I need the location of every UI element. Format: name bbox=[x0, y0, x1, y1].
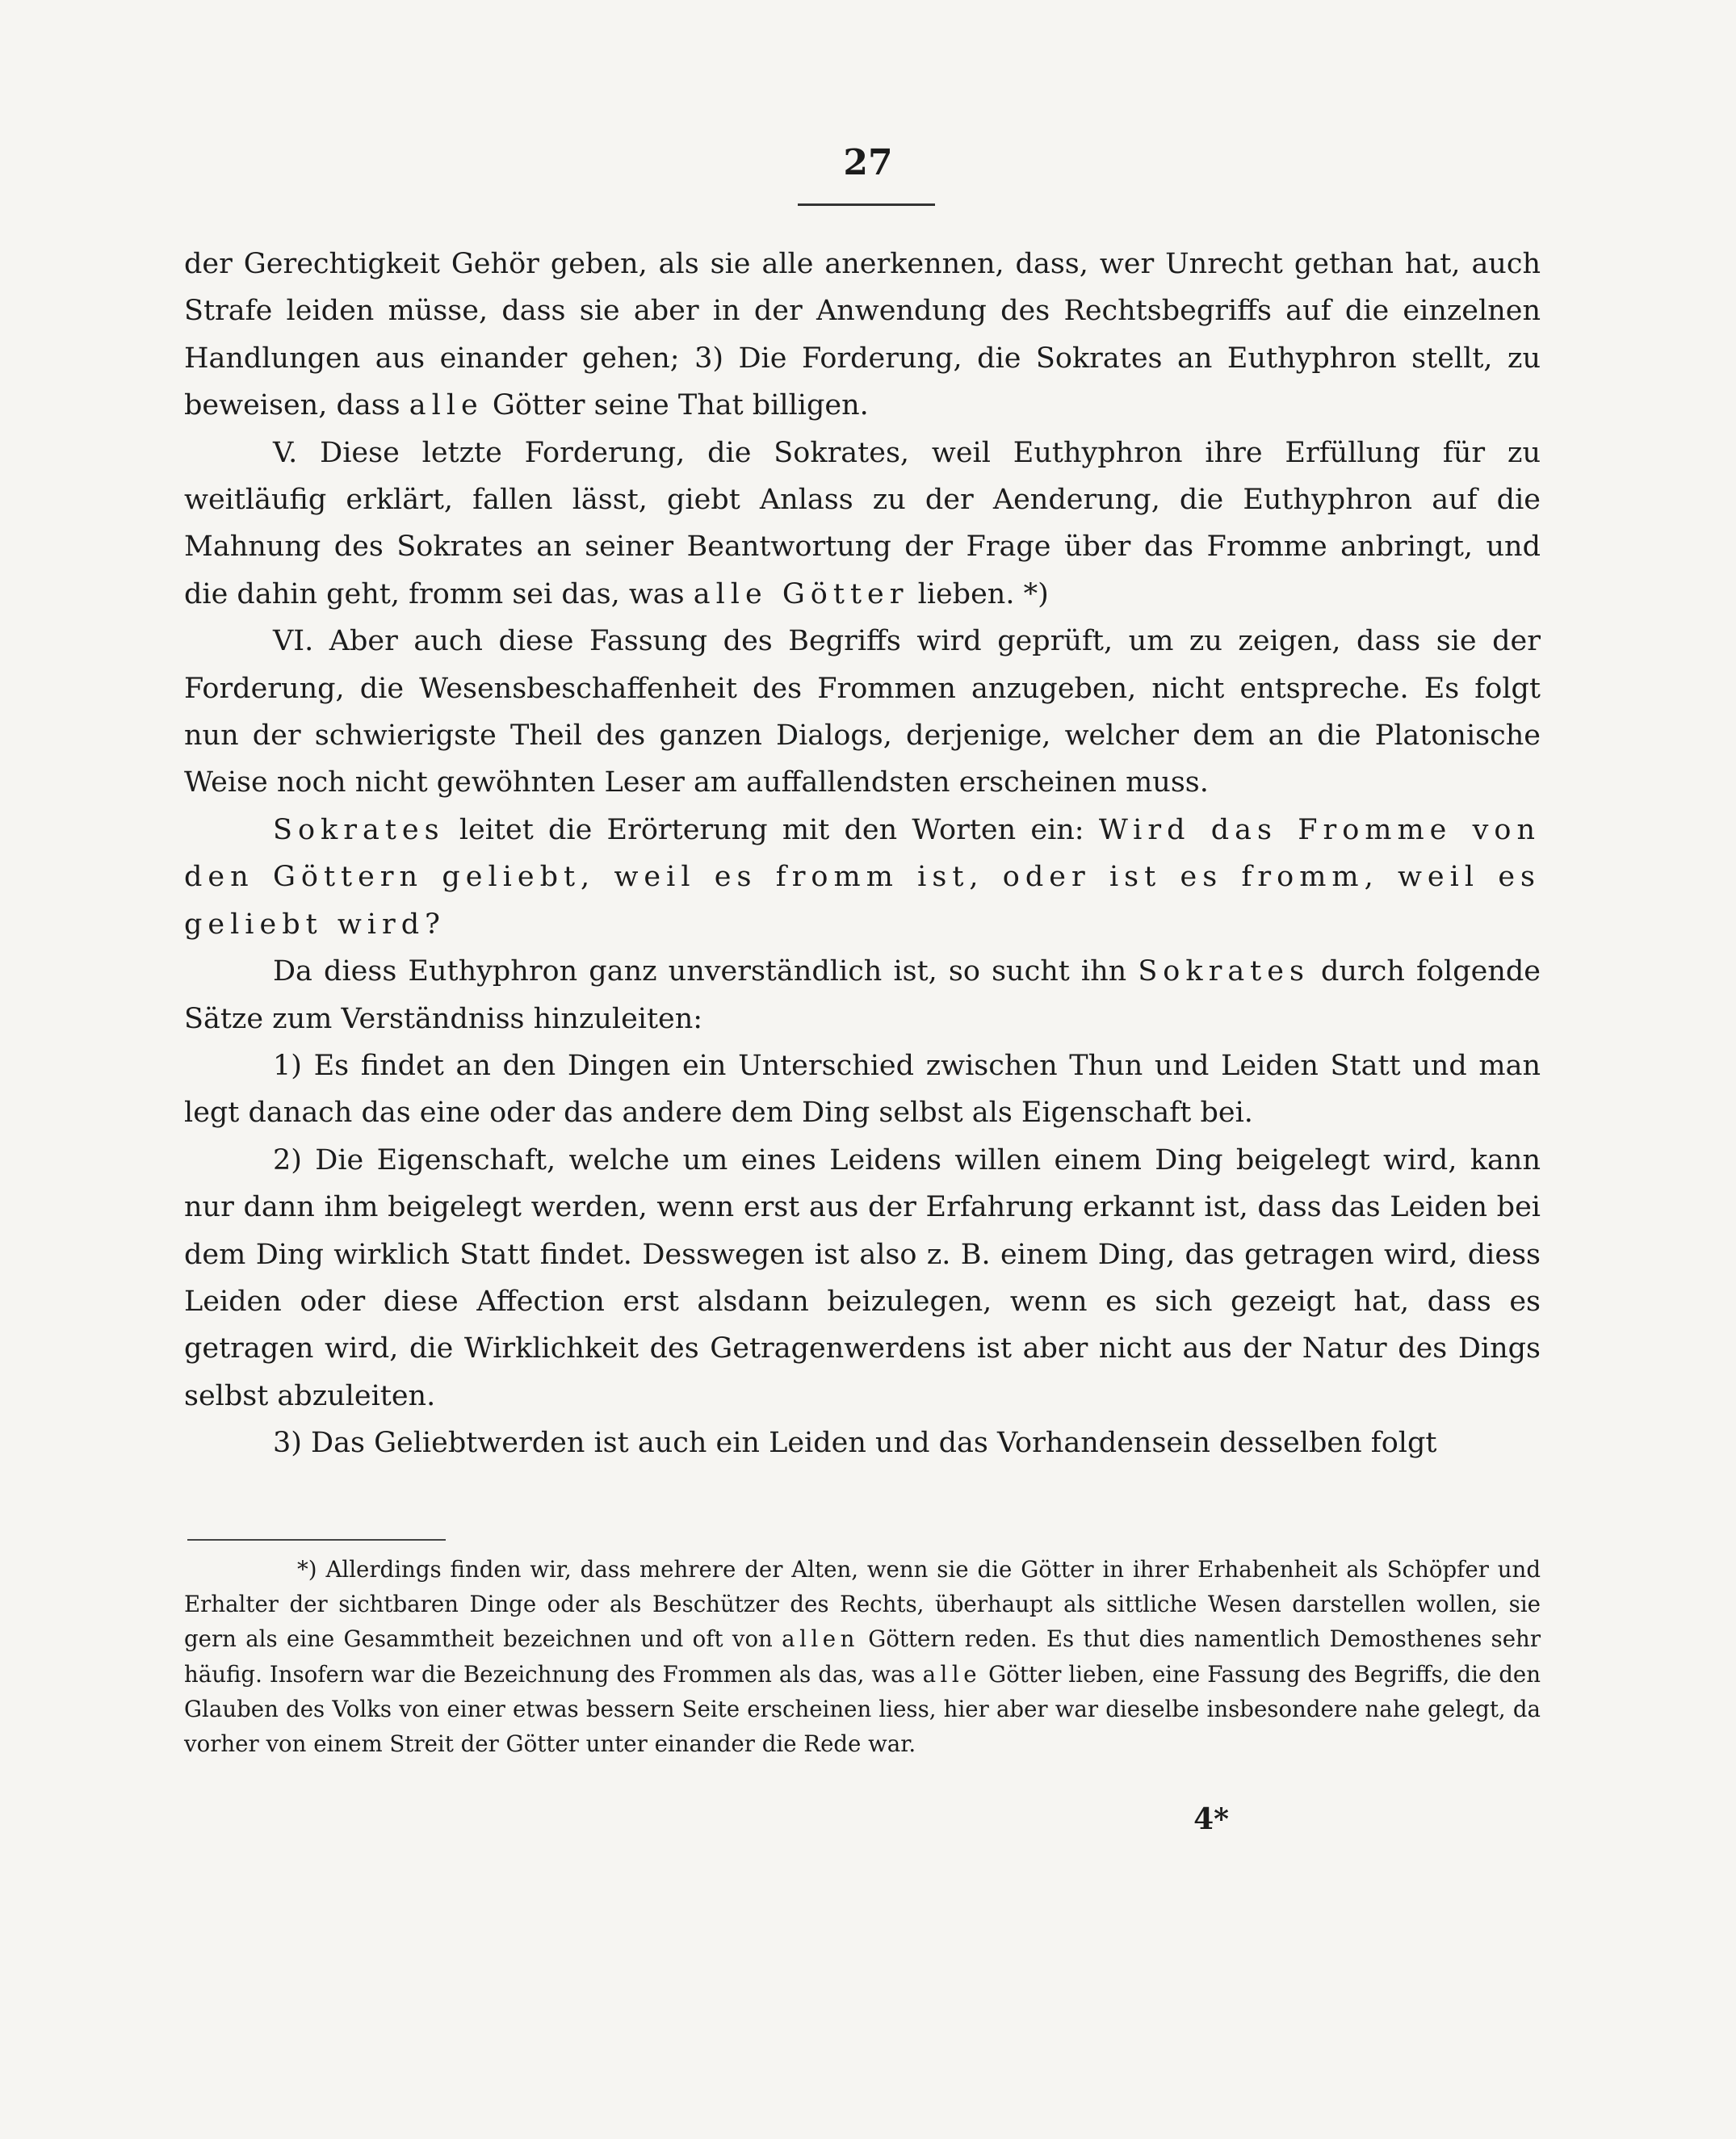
paragraph-6: 1) Es findet an den Dingen ein Unterschied zwischen Thun und Leiden Statt und man legt danach das eine oder das andere dem Ding selbst als Eigenschaft bei. bbox=[184, 1049, 1541, 1130]
paragraph-4: Sokrates leitet die Erörterung mit den Worten ein: Wird das Fromme von den Göttern geliebt, weil es fromm ist, oder ist es fromm, weil es geliebt wird? bbox=[184, 813, 1541, 941]
paragraph-8: 3) Das Geliebtwerden ist auch ein Leiden und das Vorhandensein desselben folgt bbox=[273, 1427, 1437, 1460]
paragraph-3: VI. Aber auch diese Fassung des Begriffs wird geprüft, um zu zeigen, dass sie der Forderung, die Wesensbeschaffenheit des Frommen anzugeben, nicht entspreche. Es folgt nun der schwierigste Theil des ganzen Dialogs, derjenige, welcher dem an die Platonische Weise noch nicht gewöhnten Leser am auffallendsten erscheinen muss. bbox=[184, 625, 1541, 799]
signature-mark: 4* bbox=[1193, 1802, 1229, 1836]
header-rule bbox=[798, 203, 935, 206]
page-number: 27 bbox=[843, 142, 893, 183]
footnote: *) Allerdings finden wir, dass mehrere der Alten, wenn sie die Götter in ihrer Erhabenheit als Schöpfer und Erhalter der sichtbaren Dinge oder als Beschützer des Rechts, überhaupt als sittliche Wesen darstellen wollen, sie gern als eine Gesammtheit bezeichnen und oft von allen Göttern reden. Es thut dies namentlich Demosthenes sehr häufig. Insofern war die Bezeichnung des Frommen als das, was alle Götter lieben, eine Fassung des Begriffs, die den Glauben des Volks von einer etwas bessern Seite erscheinen liess, hier aber war dieselbe insbesondere nahe gelegt, da vorher von einem Streit der Götter unter einander die Rede war. bbox=[184, 1556, 1541, 1758]
body-text bbox=[184, 241, 1541, 1467]
paragraph-7: 2) Die Eigenschaft, welche um eines Leidens willen einem Ding beigelegt wird, kann nur dann ihm beigelegt werden, wenn erst aus der Erfahrung erkannt ist, dass das Leiden bei dem Ding wirklich Statt findet. Desswegen ist also z. B. einem Ding, das getragen wird, diess Leiden oder diese Affection erst alsdann beizulegen, wenn es sich gezeigt hat, dass es getragen wird, die Wirklichkeit des Getragenwerdens ist aber nicht aus der Natur des Dings selbst abzuleiten. bbox=[184, 1143, 1541, 1412]
paragraph-5: Da diess Euthyphron ganz unverständlich ist, so sucht ihn Sokrates durch folgende Sätze zum Verständniss hinzuleiten: bbox=[184, 955, 1541, 1035]
paragraph-2: V. Diese letzte Forderung, die Sokrates, weil Euthyphron ihre Erfüllung für zu weitläufig erklärt, fallen lässt, giebt Anlass zu der Aenderung, die Euthyphron auf die Mahnung des Sokrates an seiner Beantwortung der Frage über das Fromme anbringt, und die dahin geht, fromm sei das, was alle Götter lieben. *) bbox=[184, 436, 1541, 610]
footnote-rule bbox=[187, 1539, 446, 1541]
paragraph-1: der Gerechtigkeit Gehör geben, als sie alle anerkennen, dass, wer Unrecht gethan hat, auch Strafe leiden müsse, dass sie aber in der Anwendung des Rechtsbegriffs auf die einzelnen Handlungen aus einander gehen; 3) Die Forderung, die Sokrates an Euthyphron stellt, zu beweisen, dass alle Götter seine That billigen. bbox=[184, 248, 1541, 422]
